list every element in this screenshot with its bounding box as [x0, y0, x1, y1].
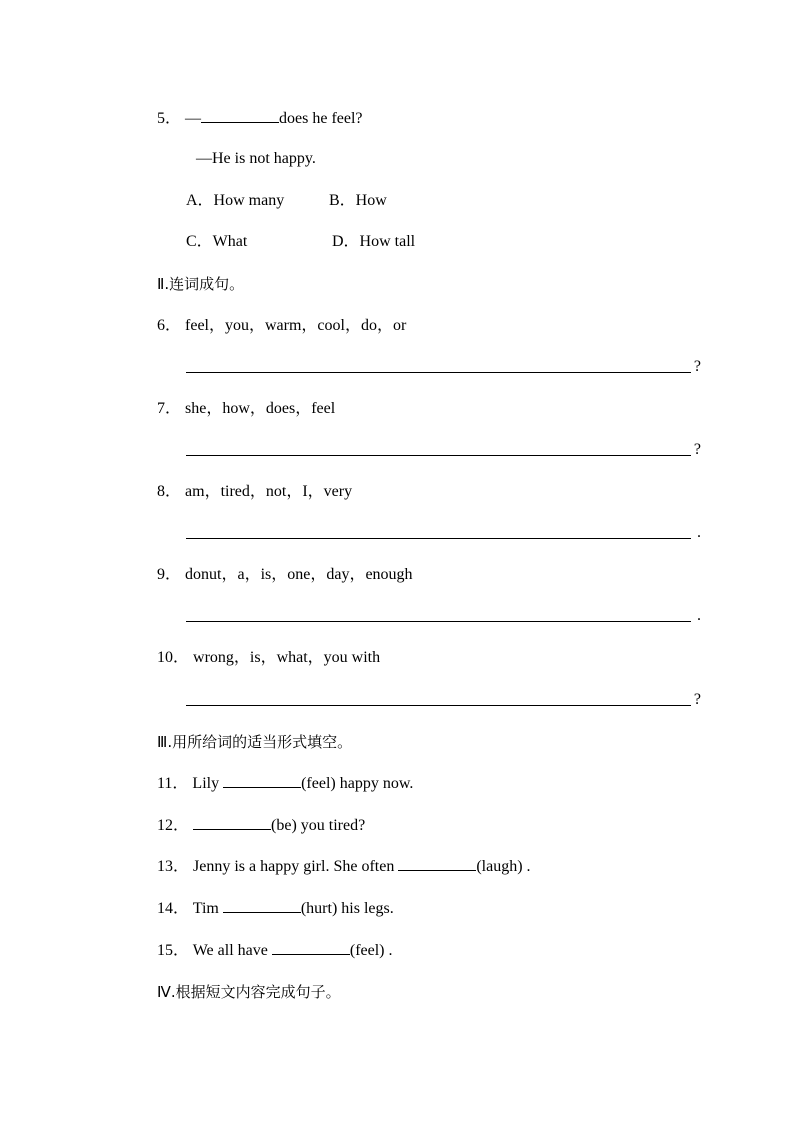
q6-word-list: feel，you，warm，cool，do，or	[185, 317, 407, 334]
q10-word-list: wrong，is，what，you with	[193, 649, 381, 666]
q10-answer-line[interactable]	[186, 690, 701, 710]
q15-before: We all have	[192, 942, 268, 959]
q7-word-list: she，how，does，feel	[185, 400, 336, 417]
q9-rule	[186, 621, 691, 622]
q8-number: 8．	[157, 483, 182, 500]
q15	[157, 940, 393, 961]
q13-blank[interactable]	[398, 856, 476, 871]
q10-end-mark: ?	[693, 691, 701, 708]
q5-stem-text: does he feel?	[279, 110, 363, 127]
q5-option-b[interactable]: B．How	[329, 192, 387, 209]
q10-number: 10．	[157, 649, 190, 666]
q15-blank[interactable]	[272, 940, 350, 955]
q15-number: 15．	[157, 942, 190, 959]
q12-blank[interactable]	[193, 815, 271, 830]
q7-rule	[186, 455, 691, 456]
q9-word-list: donut，a，is，one，day，enough	[185, 566, 413, 583]
q12	[157, 815, 365, 836]
section3-title: Ⅲ.用所给词的适当形式填空。	[157, 733, 353, 751]
q11-number: 11．	[157, 775, 189, 792]
q7-answer-line[interactable]	[186, 440, 701, 460]
q11	[157, 773, 413, 794]
q14-after: (hurt) his legs.	[300, 900, 394, 917]
q7-number: 7．	[157, 400, 182, 417]
q9-answer-line[interactable]	[186, 606, 701, 626]
q9-words	[157, 565, 413, 585]
q15-after: (feel) .	[349, 942, 393, 959]
q5-option-a[interactable]: A．How many	[186, 192, 285, 209]
q6-words	[157, 316, 406, 336]
q5-number: 5．	[157, 110, 182, 127]
q6-end-mark: ?	[693, 358, 701, 375]
q8-end-mark: .	[697, 524, 701, 541]
q5-response: —He is not happy.	[196, 150, 316, 167]
q12-number: 12．	[157, 817, 190, 834]
q10-rule	[186, 705, 691, 706]
q14	[157, 898, 394, 919]
section2-title: Ⅱ.连词成句。	[157, 275, 245, 293]
q13-before: Jenny is a happy girl. She often	[193, 858, 395, 875]
q6-number: 6．	[157, 317, 182, 334]
q7-end-mark: ?	[693, 441, 701, 458]
section4-title: Ⅳ.根据短文内容完成句子。	[157, 983, 341, 1001]
q8-words	[157, 482, 352, 502]
q14-before: Tim	[192, 900, 219, 917]
q5-option-c[interactable]: C．What	[186, 233, 248, 250]
q11-blank[interactable]	[223, 773, 301, 788]
q12-after: (be) you tired?	[271, 817, 366, 834]
q14-blank[interactable]	[223, 898, 301, 913]
q13	[157, 856, 531, 877]
q9-end-mark: .	[697, 607, 701, 624]
q9-number: 9．	[157, 566, 182, 583]
q6-rule	[186, 372, 691, 373]
q7-words	[157, 399, 335, 419]
q5-dash: —	[185, 110, 202, 127]
q8-word-list: am，tired，not，I，very	[185, 483, 353, 500]
q13-after: (laugh) .	[476, 858, 531, 875]
q5-option-d[interactable]: D．How tall	[332, 233, 416, 250]
q13-number: 13．	[157, 858, 190, 875]
q14-number: 14．	[157, 900, 190, 917]
q11-before: Lily	[192, 775, 220, 792]
q10-words	[157, 648, 380, 668]
q5-blank[interactable]	[201, 108, 279, 123]
q8-answer-line[interactable]	[186, 523, 701, 543]
q5-stem	[157, 108, 363, 129]
q6-answer-line[interactable]	[186, 357, 701, 377]
q8-rule	[186, 538, 691, 539]
q11-after: (feel) happy now.	[301, 775, 414, 792]
